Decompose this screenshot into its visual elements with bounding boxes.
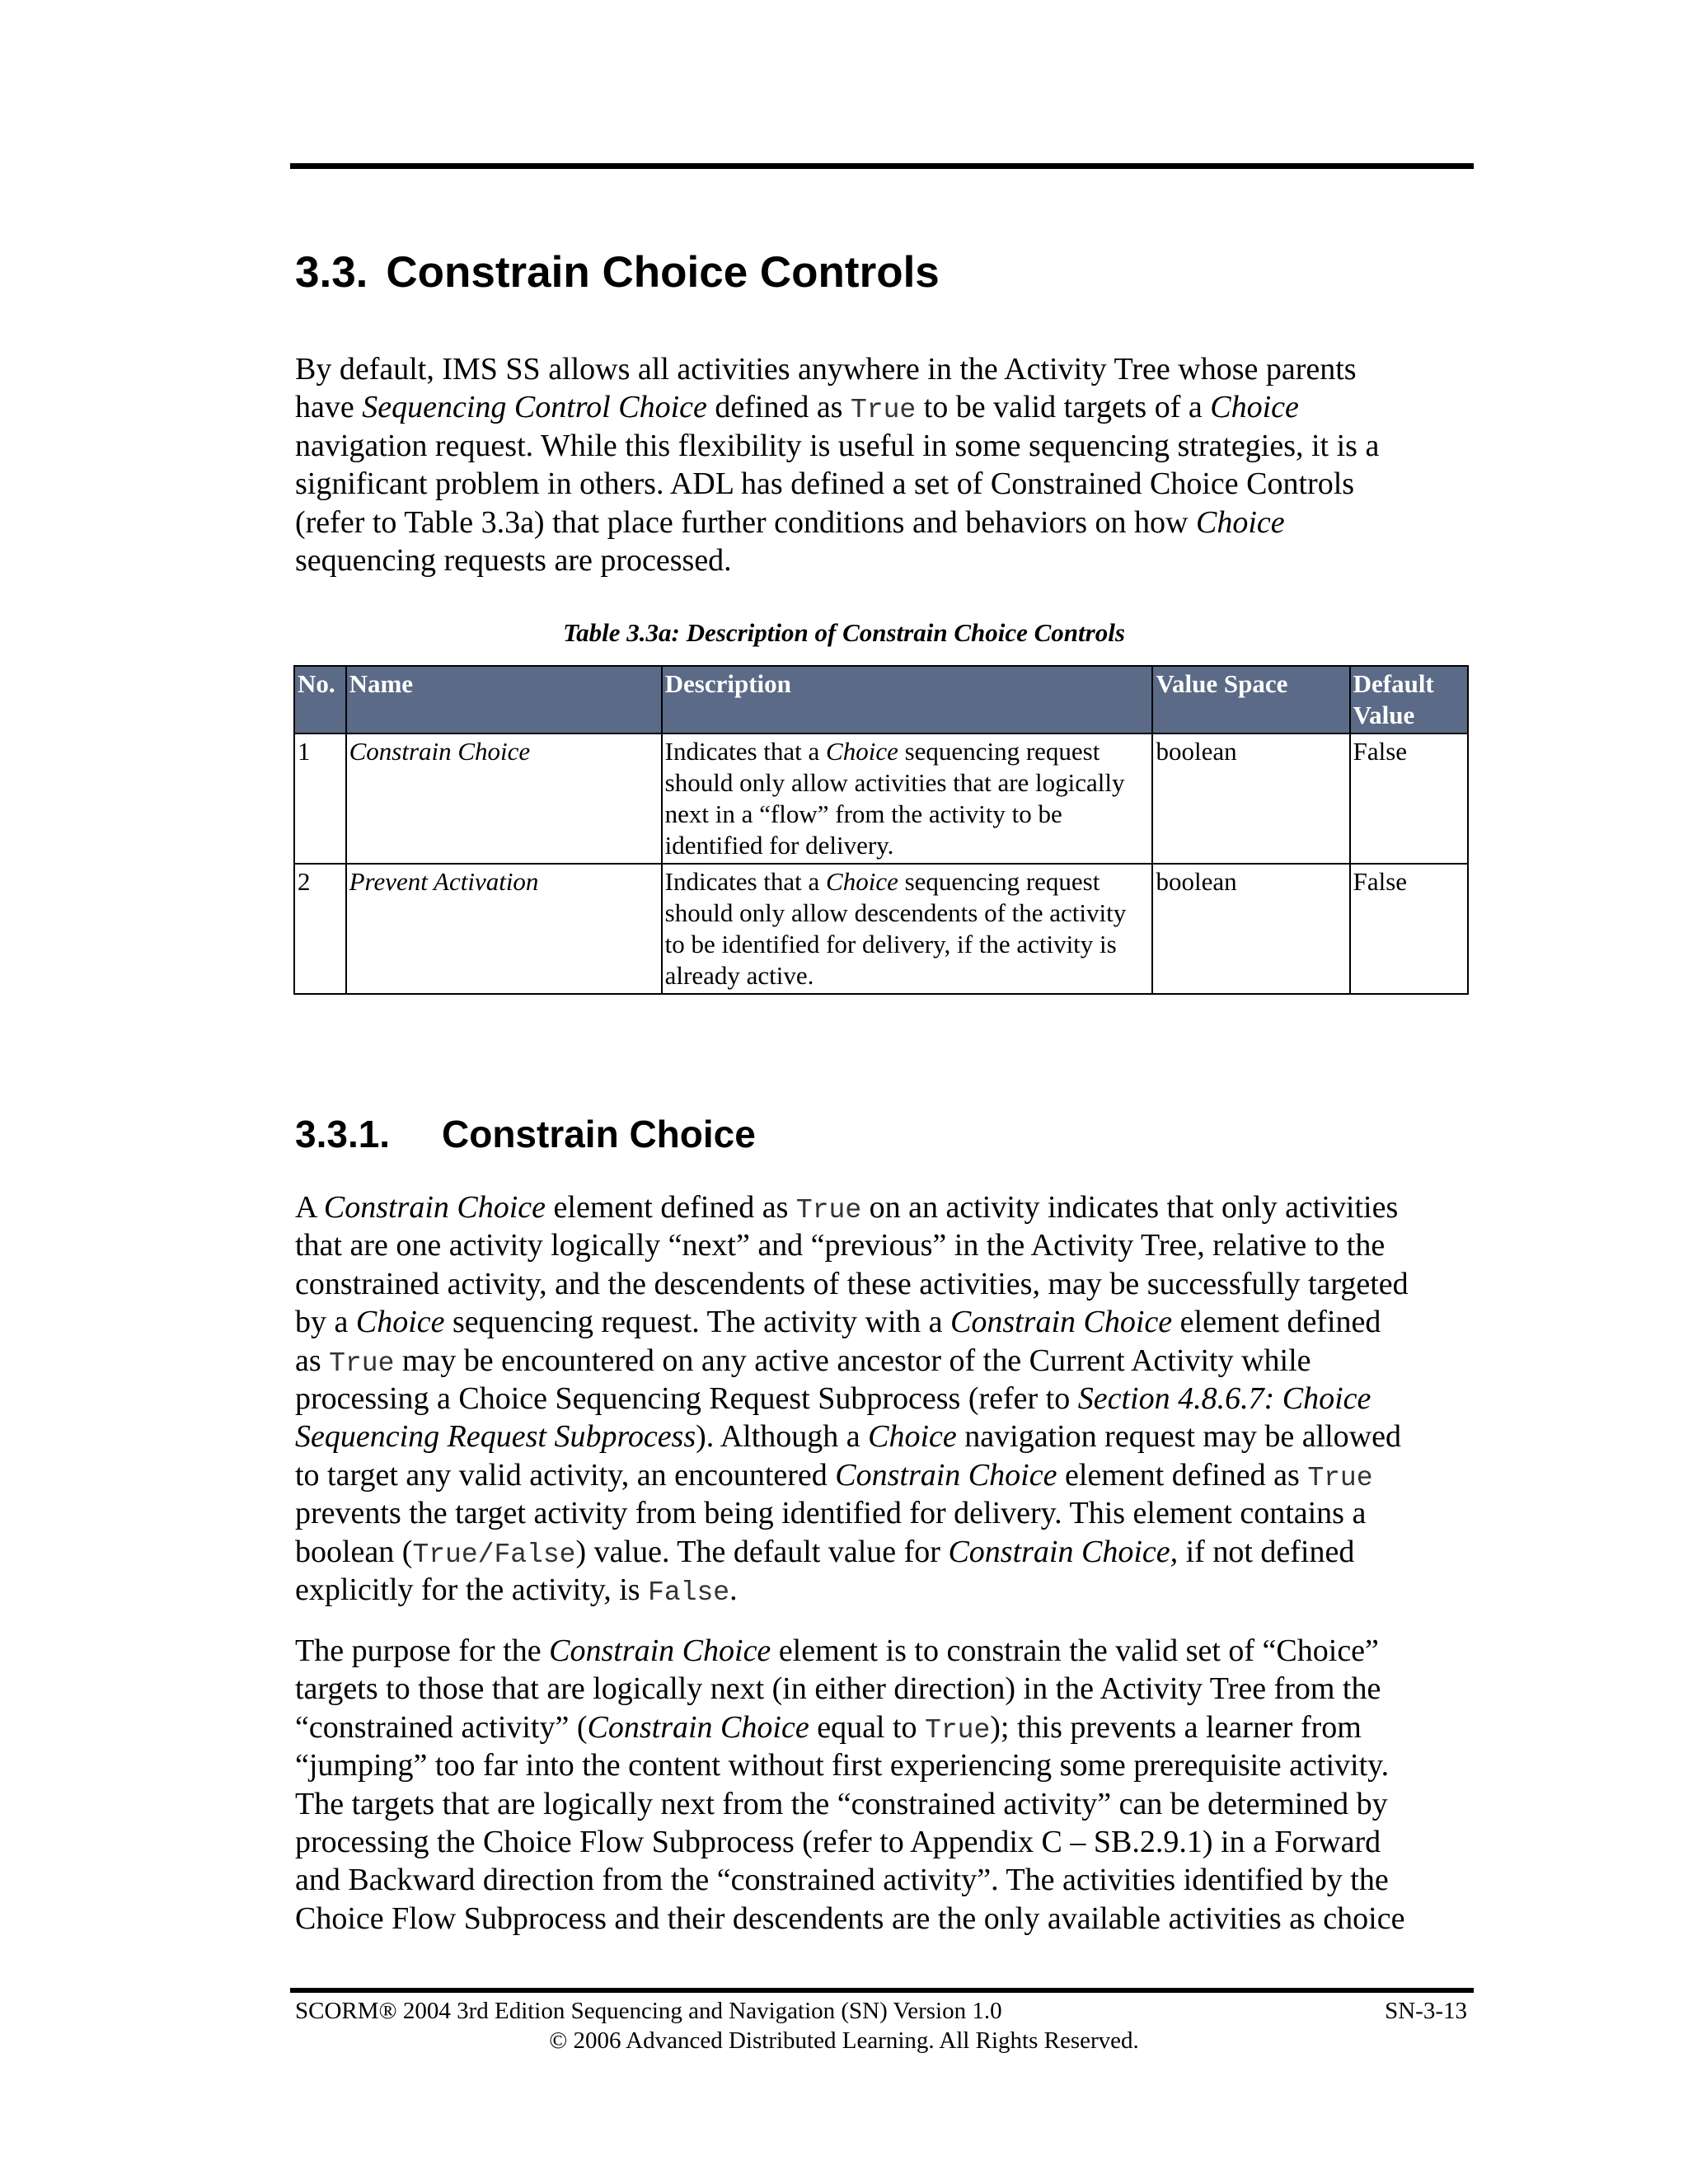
subsection-title: Constrain Choice — [442, 1113, 756, 1155]
header-no: No. — [294, 666, 346, 733]
cell-value-space: boolean — [1152, 864, 1349, 994]
paragraph-purpose — [295, 1632, 1482, 1938]
text-line: “constrained activity” (Constrain Choice equal to True); this prevents a learner from — [295, 1709, 1362, 1746]
section-title: Constrain Choice Controls — [386, 248, 940, 297]
text-line: have Sequencing Control Choice defined as True to be valid targets of a Choice — [295, 390, 1299, 426]
text-line: sequencing requests are processed. — [295, 542, 732, 578]
text-line: The targets that are logically next from the “constrained activity” can be determined by — [295, 1786, 1388, 1821]
cell-name: Prevent Activation — [346, 864, 662, 994]
paragraph-constrain-choice — [295, 1188, 1482, 1609]
text-line: as True may be encountered on any active ancestor of the Current Activity while — [295, 1343, 1311, 1379]
footer-copyright: © 2006 Advanced Distributed Learning. All Rights Reserved. — [549, 2027, 1139, 2054]
cell-description: Indicates that a Choice sequencing request should only allow descendents of the activity to be identified for delivery, if the activity is already active. — [662, 864, 1153, 994]
table-caption: Table 3.3a: Description of Constrain Choice Controls — [563, 618, 1125, 647]
text-line: Choice Flow Subprocess and their descendents are the only available activities as choice — [295, 1900, 1405, 1936]
header-description: Description — [662, 666, 1153, 733]
table-row — [294, 864, 1468, 994]
text-line: and Backward direction from the “constrained activity”. The activities identified by the — [295, 1863, 1389, 1898]
cell-no: 2 — [294, 864, 346, 994]
text-line: (refer to Table 3.3a) that place further conditions and behaviors on how Choice — [295, 504, 1285, 540]
text-line: by a Choice sequencing request. The activity with a Constrain Choice element defined — [295, 1305, 1381, 1340]
footer-rule — [290, 1988, 1474, 1993]
header-default-value: Default Value — [1350, 666, 1468, 733]
subsection-heading — [295, 1112, 756, 1156]
text-line: explicitly for the activity, is False. — [295, 1572, 738, 1608]
header-name: Name — [346, 666, 662, 733]
cell-name: Constrain Choice — [346, 733, 662, 864]
text-line: A Constrain Choice element defined as True on an activity indicates that only activities — [295, 1190, 1399, 1226]
cell-description: Indicates that a Choice sequencing request should only allow activities that are logically next in a “flow” from the activity to be identified for delivery. — [662, 733, 1153, 864]
footer-document-title: SCORM® 2004 3rd Edition Sequencing and Navigation (SN) Version 1.0 — [295, 1998, 1002, 2024]
cell-value-space: boolean — [1152, 733, 1349, 864]
table-row — [294, 733, 1468, 864]
cell-no: 1 — [294, 733, 346, 864]
text-line: “jumping” too far into the content without first experiencing some prerequisite activity. — [295, 1748, 1390, 1783]
text-line: significant problem in others. ADL has defined a set of Constrained Choice Controls — [295, 466, 1355, 502]
text-line: By default, IMS SS allows all activities anywhere in the Activity Tree whose parents — [295, 352, 1357, 387]
intro-paragraph — [295, 350, 1482, 579]
subsection-number: 3.3.1. — [295, 1113, 391, 1155]
section-heading — [295, 247, 940, 298]
header-rule — [290, 163, 1474, 169]
text-line: constrained activity, and the descendents of these activities, may be successfully targeted — [295, 1266, 1409, 1301]
text-line: The purpose for the Constrain Choice element is to constrain the valid set of “Choice” — [295, 1633, 1379, 1668]
text-line: that are one activity logically “next” and “previous” in the Activity Tree, relative to the — [295, 1228, 1386, 1263]
header-value-space: Value Space — [1152, 666, 1349, 733]
text-line: boolean (True/False) value. The default value for Constrain Choice, if not defined — [295, 1534, 1355, 1570]
cell-default-value: False — [1350, 864, 1468, 994]
text-line: navigation request. While this flexibility is useful in some sequencing strategies, it is a — [295, 428, 1380, 463]
text-line: Sequencing Request Subprocess). Although a Choice navigation request may be allowed — [295, 1419, 1401, 1455]
section-number: 3.3. — [295, 248, 368, 297]
text-line: processing a Choice Sequencing Request Subprocess (refer to Section 4.8.6.7: Choice — [295, 1380, 1372, 1416]
text-line: prevents the target activity from being identified for delivery. This element contains a — [295, 1496, 1367, 1531]
text-line: targets to those that are logically next (in either direction) in the Activity Tree from the — [295, 1671, 1381, 1707]
footer-page-number: SN-3-13 — [1385, 1998, 1467, 2024]
cell-default-value: False — [1350, 733, 1468, 864]
text-line: to target any valid activity, an encountered Constrain Choice element defined as True — [295, 1457, 1373, 1493]
constrain-choice-table — [293, 665, 1469, 995]
text-line: processing the Choice Flow Subprocess (refer to Appendix C – SB.2.9.1) in a Forward — [295, 1824, 1381, 1859]
table-header-row — [294, 666, 1468, 733]
